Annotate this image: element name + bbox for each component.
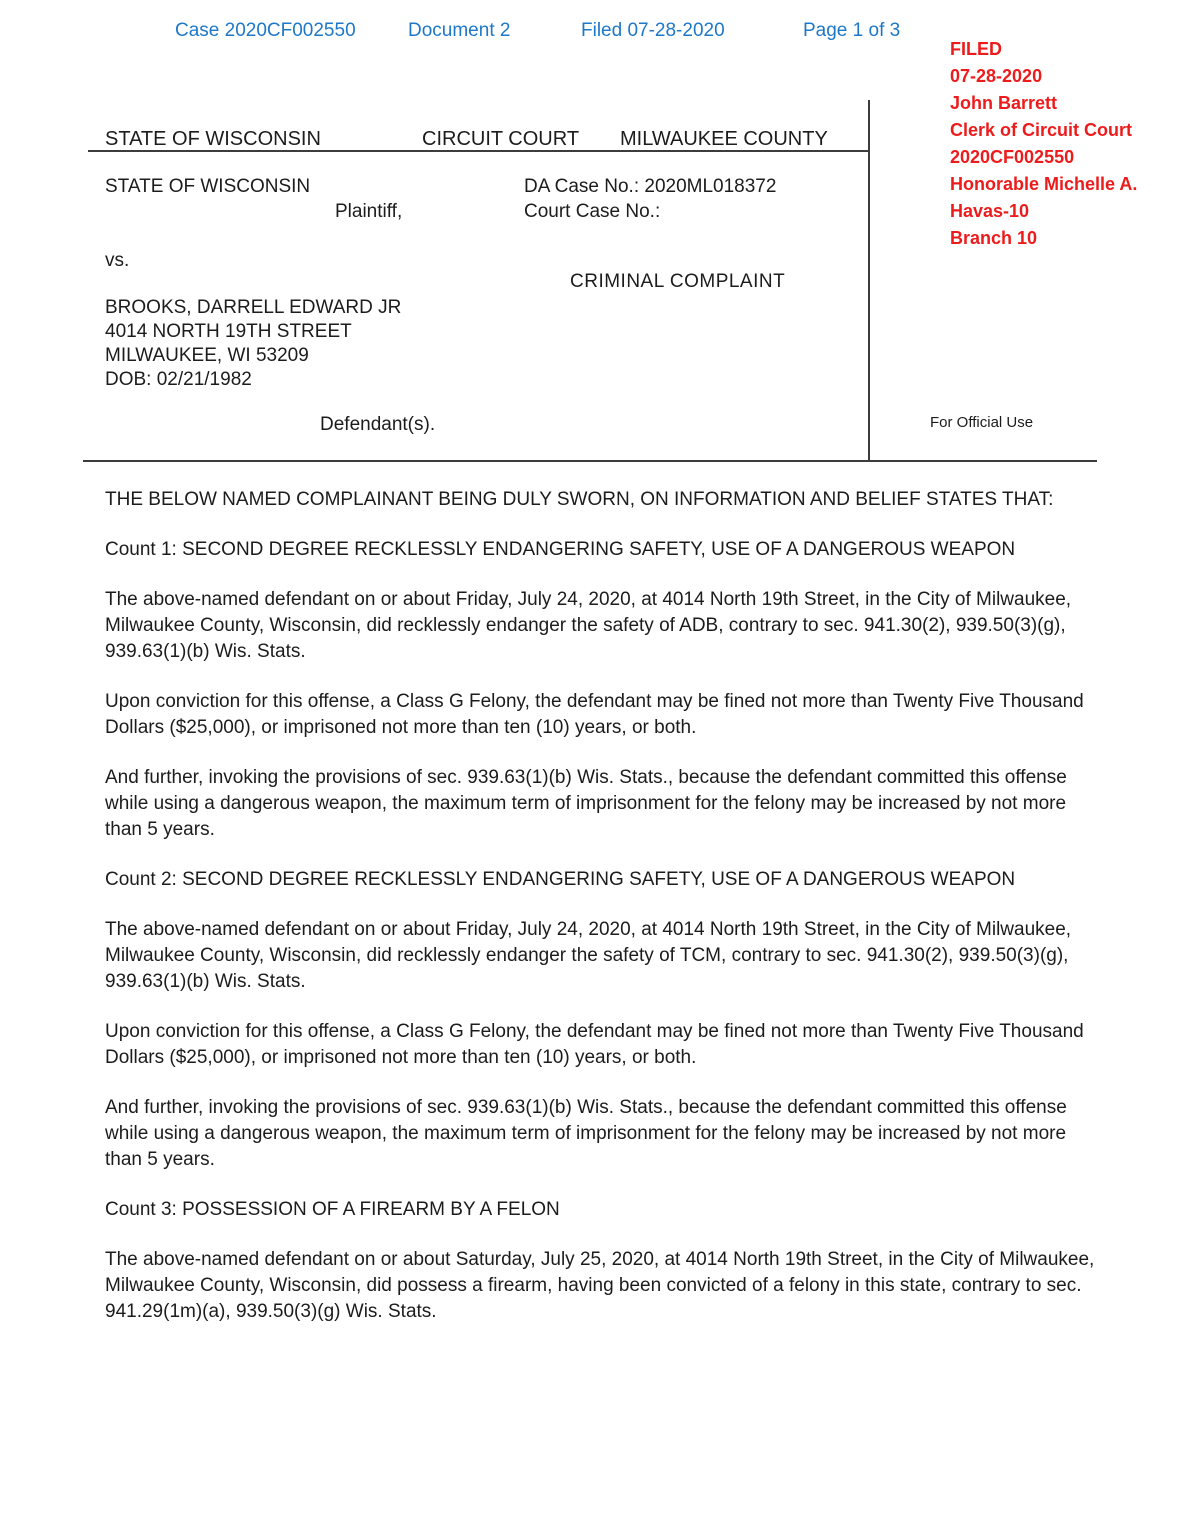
stamp-judge-name: Honorable Michelle A. <box>950 174 1138 194</box>
official-use-label: For Official Use <box>930 414 1034 431</box>
court-header-court: CIRCUIT COURT <box>422 128 580 150</box>
banner-filed-date: Filed 07-28-2020 <box>581 20 725 41</box>
defendant-name: BROOKS, DARRELL EDWARD JR <box>105 297 402 318</box>
paragraph-count3-title: Count 3: POSSESSION OF A FIREARM BY A FELON <box>105 1199 560 1220</box>
stamp-clerk-title: Clerk of Circuit Court <box>950 120 1133 140</box>
paragraph-count2-title: Count 2: SECOND DEGREE RECKLESSLY ENDANGERING SAFETY, USE OF A DANGEROUS WEAPON <box>105 869 1016 890</box>
stamp-clerk-name: John Barrett <box>950 93 1058 113</box>
paragraph-count2-charge: The above-named defendant on or about Friday, July 24, 2020, at 4014 North 19th Street, in the City of Milwaukee, Milwaukee County, Wisconsin, did recklessly endanger the safety of TCM, contrary to sec. 941.30(2), 939.50(3)(g), 939.63(1)(b) Wis. Stats. <box>105 919 1072 992</box>
document-title: CRIMINAL COMPLAINT <box>570 271 786 292</box>
paragraph-count2-enhancer: And further, invoking the provisions of sec. 939.63(1)(b) Wis. Stats., because the defendant committed this offense while using a dangerous weapon, the maximum term of imprisonment for the felony may be increased by not more than 5 years. <box>105 1097 1067 1170</box>
paragraph-count1-penalty: Upon conviction for this offense, a Class G Felony, the defendant may be fined not more than Twenty Five Thousand Dollars ($25,000), or imprisoned not more than ten (10) years, or both. <box>105 691 1084 738</box>
plaintiff-role: Plaintiff, <box>335 201 403 222</box>
stamp-branch: Branch 10 <box>950 228 1038 248</box>
paragraph-count3-charge: The above-named defendant on or about Saturday, July 25, 2020, at 4014 North 19th Street, in the City of Milwaukee, Milwaukee County, Wisconsin, did possess a firearm, having been convicted of a felony in this state, contrary to sec. 941.29(1m)(a), 939.50(3)(g) Wis. Stats. <box>105 1249 1095 1322</box>
caption-bottom-divider <box>83 460 1097 462</box>
defendant-role: Defendant(s). <box>320 414 436 435</box>
paragraph-complainant-statement: THE BELOW NAMED COMPLAINANT BEING DULY SWORN, ON INFORMATION AND BELIEF STATES THAT: <box>105 489 1054 510</box>
court-header-county: MILWAUKEE COUNTY <box>620 128 828 150</box>
banner-document-number: Document 2 <box>408 20 511 41</box>
paragraph-count2-penalty: Upon conviction for this offense, a Class G Felony, the defendant may be fined not more than Twenty Five Thousand Dollars ($25,000), or imprisoned not more than ten (10) years, or both. <box>105 1021 1084 1068</box>
banner-case-number: Case 2020CF002550 <box>175 20 356 41</box>
stamp-judge-name-2: Havas-10 <box>950 201 1030 221</box>
caption-vertical-divider <box>868 100 870 462</box>
stamp-case-number: 2020CF002550 <box>950 147 1075 167</box>
da-case-number: DA Case No.: 2020ML018372 <box>524 176 777 197</box>
court-header-state: STATE OF WISCONSIN <box>105 128 321 150</box>
paragraph-count1-charge: The above-named defendant on or about Friday, July 24, 2020, at 4014 North 19th Street, in the City of Milwaukee, Milwaukee County, Wisconsin, did recklessly endanger the safety of ADB, contrary to sec. 941.30(2), 939.50(3)(g), 939.63(1)(b) Wis. Stats. <box>105 589 1072 662</box>
court-case-number: Court Case No.: <box>524 201 661 222</box>
court-header <box>88 126 869 152</box>
paragraph-count1-enhancer: And further, invoking the provisions of sec. 939.63(1)(b) Wis. Stats., because the defendant committed this offense while using a dangerous weapon, the maximum term of imprisonment for the felony may be increased by not more than 5 years. <box>105 767 1067 840</box>
defendant-city: MILWAUKEE, WI 53209 <box>105 345 309 366</box>
filed-stamp <box>950 36 1185 252</box>
paragraph-count1-title: Count 1: SECOND DEGREE RECKLESSLY ENDANGERING SAFETY, USE OF A DANGEROUS WEAPON <box>105 539 1016 560</box>
stamp-filed-date: 07-28-2020 <box>950 66 1043 86</box>
vs-label: vs. <box>105 250 130 271</box>
defendant-street: 4014 NORTH 19TH STREET <box>105 321 352 342</box>
complaint-body <box>105 487 1105 1349</box>
stamp-filed-label: FILED <box>950 39 1002 59</box>
defendant-dob: DOB: 02/21/1982 <box>105 369 252 390</box>
plaintiff-name: STATE OF WISCONSIN <box>105 176 311 197</box>
defendant-info <box>105 296 401 392</box>
banner-page-number: Page 1 of 3 <box>803 20 901 41</box>
